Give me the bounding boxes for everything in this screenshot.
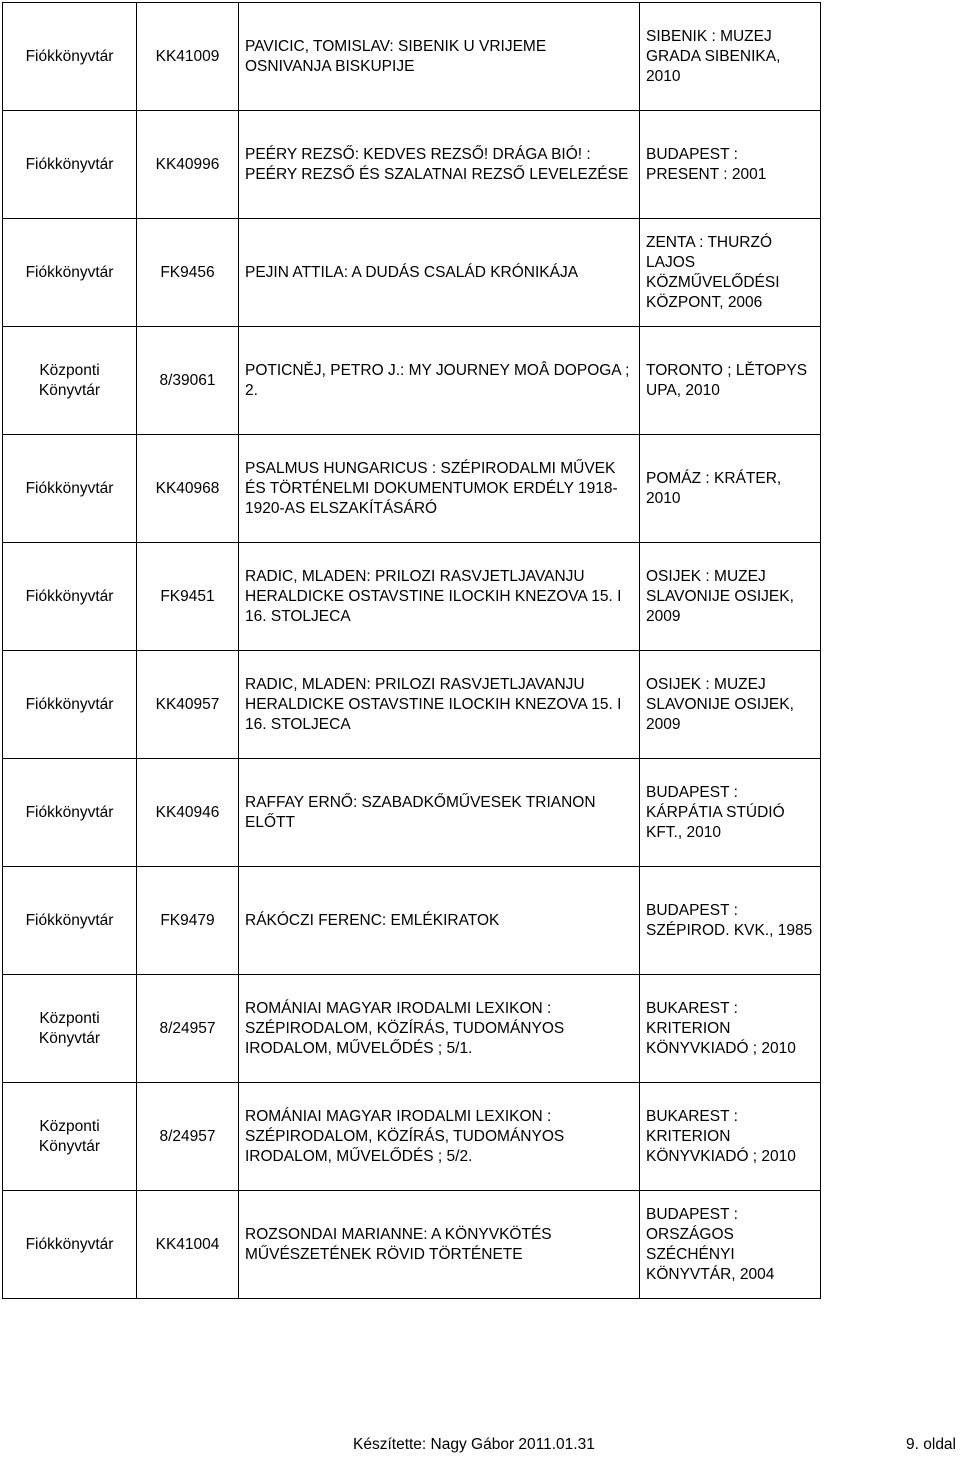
table-row <box>3 219 821 327</box>
title-cell: RÁKÓCZI FERENC: EMLÉKIRATOK <box>239 867 640 975</box>
title-cell: PSALMUS HUNGARICUS : SZÉPIRODALMI MŰVEK ÉS TÖRTÉNELMI DOKUMENTUMOK ERDÉLY 1918-1920-AS ELSZAKÍTÁSÁRÓ <box>239 435 640 543</box>
catalog-table-body <box>3 3 821 1299</box>
title-cell: RAFFAY ERNŐ: SZABADKŐMŰVESEK TRIANON ELŐTT <box>239 759 640 867</box>
call-number-cell: KK40957 <box>137 651 239 759</box>
publisher-cell: BUKAREST : KRITERION KÖNYVKIADÓ ; 2010 <box>640 975 821 1083</box>
location-cell: Fiókkönyvtár <box>3 759 137 867</box>
location-cell: Fiókkönyvtár <box>3 3 137 111</box>
publisher-cell: OSIJEK : MUZEJ SLAVONIJE OSIJEK, 2009 <box>640 651 821 759</box>
location-cell: Fiókkönyvtár <box>3 435 137 543</box>
publisher-cell: BUDAPEST : PRESENT : 2001 <box>640 111 821 219</box>
call-number-cell: 8/24957 <box>137 1083 239 1191</box>
table-row <box>3 1191 821 1299</box>
call-number-cell: 8/24957 <box>137 975 239 1083</box>
table-row <box>3 435 821 543</box>
publisher-cell: SIBENIK : MUZEJ GRADA SIBENIKA, 2010 <box>640 3 821 111</box>
location-cell: Központi Könyvtár <box>3 327 137 435</box>
call-number-cell: KK40946 <box>137 759 239 867</box>
call-number-cell: KK40968 <box>137 435 239 543</box>
table-row <box>3 1083 821 1191</box>
publisher-cell: TORONTO ; LĚTOPYS UPA, 2010 <box>640 327 821 435</box>
call-number-cell: FK9479 <box>137 867 239 975</box>
table-row <box>3 867 821 975</box>
location-cell: Fiókkönyvtár <box>3 651 137 759</box>
table-row <box>3 651 821 759</box>
title-cell: PAVICIC, TOMISLAV: SIBENIK U VRIJEME OSNIVANJA BISKUPIJE <box>239 3 640 111</box>
title-cell: RADIC, MLADEN: PRILOZI RASVJETLJAVANJU HERALDICKE OSTAVSTINE ILOCKIH KNEZOVA 15. I 16. STOLJECA <box>239 651 640 759</box>
location-cell: Fiókkönyvtár <box>3 219 137 327</box>
call-number-cell: 8/39061 <box>137 327 239 435</box>
location-cell: Fiókkönyvtár <box>3 1191 137 1299</box>
publisher-cell: BUDAPEST : KÁRPÁTIA STÚDIÓ KFT., 2010 <box>640 759 821 867</box>
title-cell: RADIC, MLADEN: PRILOZI RASVJETLJAVANJU HERALDICKE OSTAVSTINE ILOCKIH KNEZOVA 15. I 16. STOLJECA <box>239 543 640 651</box>
publisher-cell: BUKAREST : KRITERION KÖNYVKIADÓ ; 2010 <box>640 1083 821 1191</box>
location-cell: Fiókkönyvtár <box>3 543 137 651</box>
table-row <box>3 111 821 219</box>
publisher-cell: POMÁZ : KRÁTER, 2010 <box>640 435 821 543</box>
publisher-cell: ZENTA : THURZÓ LAJOS KÖZMŰVELŐDÉSI KÖZPONT, 2006 <box>640 219 821 327</box>
location-cell: Fiókkönyvtár <box>3 111 137 219</box>
catalog-table <box>2 2 821 1299</box>
call-number-cell: KK41009 <box>137 3 239 111</box>
footer-page-number: 9. oldal <box>906 1436 956 1453</box>
title-cell: PEJIN ATTILA: A DUDÁS CSALÁD KRÓNIKÁJA <box>239 219 640 327</box>
call-number-cell: FK9451 <box>137 543 239 651</box>
table-row <box>3 759 821 867</box>
footer-author: Készítette: Nagy Gábor 2011.01.31 <box>353 1436 595 1453</box>
location-cell: Központi Könyvtár <box>3 1083 137 1191</box>
publisher-cell: BUDAPEST : ORSZÁGOS SZÉCHÉNYI KÖNYVTÁR, 2004 <box>640 1191 821 1299</box>
title-cell: ROMÁNIAI MAGYAR IRODALMI LEXIKON : SZÉPIRODALOM, KÖZÍRÁS, TUDOMÁNYOS IRODALOM, MŰVELŐDÉS ; 5/1. <box>239 975 640 1083</box>
title-cell: ROZSONDAI MARIANNE: A KÖNYVKÖTÉS MŰVÉSZETÉNEK RÖVID TÖRTÉNETE <box>239 1191 640 1299</box>
call-number-cell: FK9456 <box>137 219 239 327</box>
publisher-cell: BUDAPEST : SZÉPIROD. KVK., 1985 <box>640 867 821 975</box>
table-row <box>3 543 821 651</box>
location-cell: Központi Könyvtár <box>3 975 137 1083</box>
title-cell: POTICNĚJ, PETRO J.: MY JOURNEY MOÂ DOPOGA ; 2. <box>239 327 640 435</box>
table-row <box>3 3 821 111</box>
publisher-cell: OSIJEK : MUZEJ SLAVONIJE OSIJEK, 2009 <box>640 543 821 651</box>
location-cell: Fiókkönyvtár <box>3 867 137 975</box>
call-number-cell: KK41004 <box>137 1191 239 1299</box>
table-row <box>3 975 821 1083</box>
table-row <box>3 327 821 435</box>
title-cell: ROMÁNIAI MAGYAR IRODALMI LEXIKON : SZÉPIRODALOM, KÖZÍRÁS, TUDOMÁNYOS IRODALOM, MŰVELŐDÉS ; 5/2. <box>239 1083 640 1191</box>
title-cell: PEÉRY REZSŐ: KEDVES REZSŐ! DRÁGA BIÓ! : PEÉRY REZSŐ ÉS SZALATNAI REZSŐ LEVELEZÉSE <box>239 111 640 219</box>
call-number-cell: KK40996 <box>137 111 239 219</box>
